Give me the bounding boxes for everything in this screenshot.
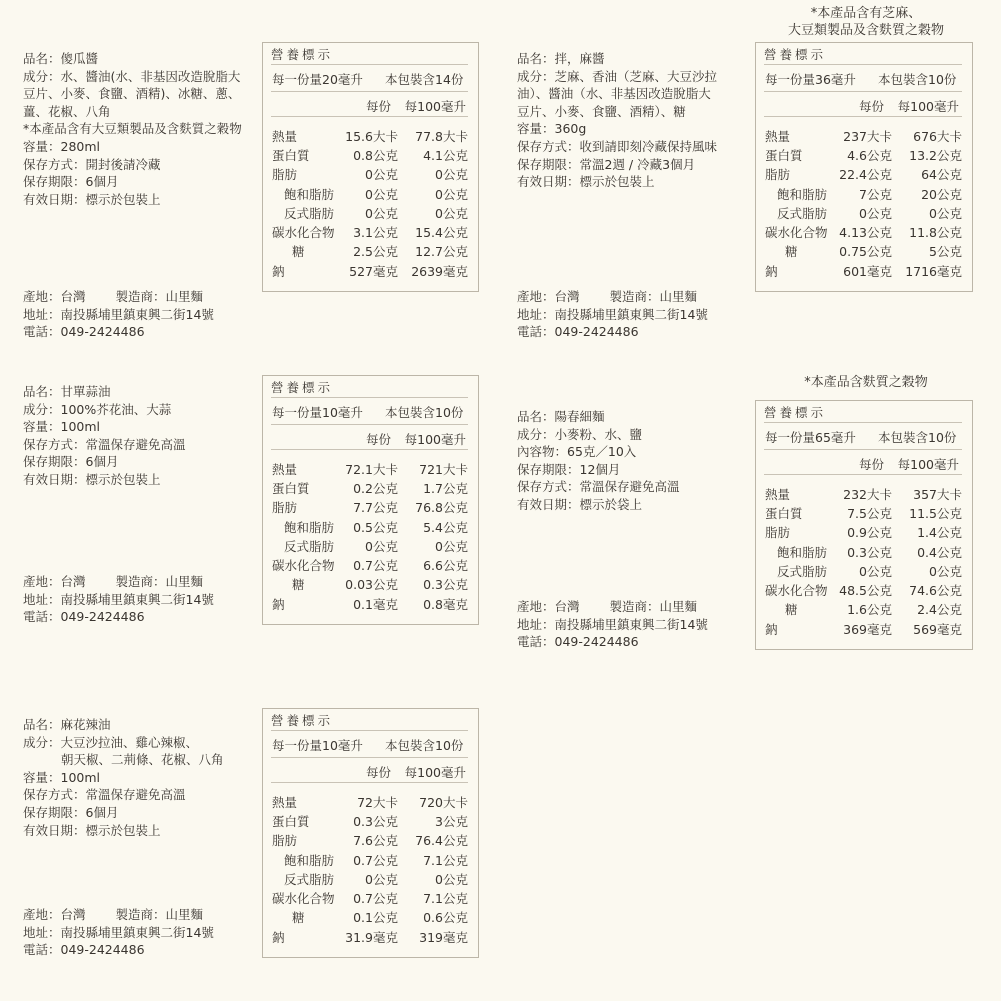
per-100-header: 每100毫升 xyxy=(897,457,959,472)
per-100-value: 6.6公克 xyxy=(423,558,468,573)
info-line: 成分：水、醬油(水、非基因改造脫脂大 xyxy=(23,68,241,84)
info-line: 品名：傻瓜醬 xyxy=(23,51,99,66)
per-100-value: 74.6公克 xyxy=(909,583,962,598)
product-info-block xyxy=(517,408,708,658)
per-100-value: 64公克 xyxy=(921,167,962,182)
per-100-value: 1716毫克 xyxy=(905,264,962,279)
nutrient-name: 反式脂肪 xyxy=(777,206,828,221)
per-serving-value: 22.4公克 xyxy=(839,167,892,182)
per-100-value: 0.3公克 xyxy=(423,577,468,592)
nutrient-name: 糖 xyxy=(785,602,798,617)
per-serving-value: 0.1公克 xyxy=(353,910,398,925)
per-serving-value: 0.9公克 xyxy=(847,525,892,540)
per-serving-header: 每份 xyxy=(858,99,884,114)
per-100-value: 0公克 xyxy=(929,564,962,579)
per-100-value: 721大卡 xyxy=(419,462,468,477)
nutrition-row xyxy=(765,523,962,542)
per-serving-value: 527毫克 xyxy=(349,264,398,279)
per-serving-value: 0公克 xyxy=(365,539,398,554)
nutrient-name: 糖 xyxy=(292,244,305,259)
allergen-note-line: 大豆類製品及含麩質之穀物 xyxy=(787,23,944,38)
per-100-value: 20公克 xyxy=(921,187,962,202)
allergen-note-line: *本產品含有芝麻、 xyxy=(810,6,922,21)
per-serving-value: 0公克 xyxy=(365,872,398,887)
divider-line xyxy=(764,64,962,65)
nutrition-row xyxy=(765,262,962,281)
nutrition-facts-box xyxy=(262,375,479,625)
serving-size: 每一份量10毫升 xyxy=(272,405,363,420)
info-line: 成分：小麥粉、水、鹽 xyxy=(517,426,643,442)
per-100-value: 3公克 xyxy=(435,814,468,829)
serving-size: 每一份量20毫升 xyxy=(272,72,363,87)
per-serving-value: 7.7公克 xyxy=(353,500,398,515)
address-text: 地址：南投縣埔里鎮東興二街14號 xyxy=(23,924,214,940)
maker-text: 製造商：山里麵 xyxy=(115,574,204,589)
servings-per-package: 本包裝含10份 xyxy=(878,72,957,87)
per-100-value: 0.8毫克 xyxy=(423,597,468,612)
per-100-value: 2639毫克 xyxy=(411,264,468,279)
per-serving-value: 601毫克 xyxy=(843,264,892,279)
nutrition-row xyxy=(765,581,962,600)
nutrition-row xyxy=(272,498,468,517)
info-line: 有效日期：標示於包裝上 xyxy=(517,174,655,190)
nutrition-row xyxy=(765,165,962,184)
per-serving-value: 1.6公克 xyxy=(847,602,892,617)
info-line: 容量：100ml xyxy=(23,419,101,435)
nutrient-name: 飽和脂肪 xyxy=(284,520,335,535)
origin-line xyxy=(23,906,214,924)
servings-per-package: 本包裝含10份 xyxy=(385,738,464,753)
per-serving-header: 每份 xyxy=(365,99,391,114)
nutrient-name: 脂肪 xyxy=(765,167,791,182)
info-line: 有效日期：標示於包裝上 xyxy=(23,191,161,207)
divider-line xyxy=(271,116,468,117)
per-serving-value: 0.03公克 xyxy=(345,577,398,592)
phone-text: 電話：049-2424486 xyxy=(23,609,145,625)
per-serving-value: 7.5公克 xyxy=(847,506,892,521)
per-serving-value: 3.1公克 xyxy=(353,225,398,240)
nutrition-title: 營養標示 xyxy=(764,405,827,420)
per-100-value: 77.8大卡 xyxy=(415,129,468,144)
nutrition-row xyxy=(272,889,468,908)
serving-size: 每一份量10毫升 xyxy=(272,738,363,753)
per-100-value: 0公克 xyxy=(435,187,468,202)
nutrition-row xyxy=(272,204,468,223)
phone-text: 電話：049-2424486 xyxy=(23,942,145,958)
info-line: *本產品含有大豆類製品及含麩質之穀物 xyxy=(23,121,242,137)
nutrition-row xyxy=(272,127,468,146)
per-100-value: 357大卡 xyxy=(913,487,962,502)
nutrition-title: 營養標示 xyxy=(271,380,334,395)
nutrition-row xyxy=(272,262,468,281)
per-serving-value: 0.5公克 xyxy=(353,520,398,535)
per-100-value: 13.2公克 xyxy=(909,148,962,163)
nutrition-row xyxy=(272,460,468,479)
nutrition-row xyxy=(272,556,468,575)
nutrition-row xyxy=(272,185,468,204)
info-line: 保存期限：6個月 xyxy=(23,804,119,820)
nutrition-title: 營養標示 xyxy=(764,47,827,62)
nutrient-name: 熱量 xyxy=(765,129,791,144)
allergen-note xyxy=(746,374,986,391)
nutrient-name: 碳水化合物 xyxy=(272,225,335,240)
per-100-value: 5公克 xyxy=(929,244,962,259)
per-serving-value: 7.6公克 xyxy=(353,833,398,848)
nutrient-name: 反式脂肪 xyxy=(777,564,828,579)
info-line: 品名：麻花辣油 xyxy=(23,717,111,732)
address-text: 地址：南投縣埔里鎮東興二街14號 xyxy=(23,591,214,607)
info-line: 保存方式：收到請即刻冷藏保持風味 xyxy=(517,138,718,154)
info-line: 容量：360g xyxy=(517,121,587,137)
divider-line xyxy=(271,91,468,92)
nutrition-row xyxy=(765,146,962,165)
info-line: 保存期限：常溫2週 / 冷藏3個月 xyxy=(517,156,696,172)
nutrient-name: 鈉 xyxy=(272,930,285,945)
info-line: 朝天椒、二荊條、花椒、八角 xyxy=(61,752,224,768)
address-text: 地址：南投縣埔里鎮東興二街14號 xyxy=(23,306,214,322)
nutrition-row xyxy=(765,620,962,639)
per-serving-value: 48.5公克 xyxy=(839,583,892,598)
per-100-value: 7.1公克 xyxy=(423,853,468,868)
info-line: 有效日期：標示於包裝上 xyxy=(23,822,161,838)
nutrition-row xyxy=(765,600,962,619)
info-line: 保存期限：6個月 xyxy=(23,174,119,190)
divider-line xyxy=(764,422,962,423)
allergen-note xyxy=(746,5,986,39)
info-line: 品名：陽春細麵 xyxy=(517,409,605,424)
divider-line xyxy=(271,730,468,731)
per-serving-value: 0公克 xyxy=(365,206,398,221)
origin-text: 產地：台灣 xyxy=(23,574,86,589)
manufacturer-block xyxy=(517,598,708,651)
nutrition-facts-box xyxy=(262,708,479,958)
product-info-block xyxy=(23,383,214,633)
nutrition-row xyxy=(272,928,468,947)
nutrition-facts-box xyxy=(262,42,479,292)
per-100-value: 676大卡 xyxy=(913,129,962,144)
info-line: 油）、醬油（水、非基因改造脫脂大 xyxy=(517,86,711,102)
product-info-block xyxy=(517,50,717,348)
per-100-value: 4.1公克 xyxy=(423,148,468,163)
divider-line xyxy=(271,64,468,65)
per-100-value: 1.4公克 xyxy=(917,525,962,540)
per-serving-value: 0.3公克 xyxy=(353,814,398,829)
per-serving-value: 0.7公克 xyxy=(353,558,398,573)
manufacturer-block xyxy=(23,288,214,341)
info-line: 品名：甘單蒜油 xyxy=(23,384,111,399)
divider-line xyxy=(271,757,468,758)
per-serving-value: 232大卡 xyxy=(843,487,892,502)
maker-text: 製造商：山里麵 xyxy=(115,289,204,304)
nutrition-title: 營養標示 xyxy=(271,47,334,62)
info-line: 容量：100ml xyxy=(23,769,101,785)
nutrition-row xyxy=(272,851,468,870)
per-serving-header: 每份 xyxy=(365,765,391,780)
per-serving-value: 4.13公克 xyxy=(839,225,892,240)
info-line: 保存期限：12個月 xyxy=(517,461,621,477)
nutrition-row xyxy=(765,543,962,562)
divider-line xyxy=(271,449,468,450)
nutrient-name: 糖 xyxy=(292,577,305,592)
nutrient-name: 鈉 xyxy=(272,264,285,279)
info-line: 保存方式：開封後請冷藏 xyxy=(23,156,161,172)
origin-text: 產地：台灣 xyxy=(23,907,86,922)
per-100-value: 1.7公克 xyxy=(423,481,468,496)
per-100-value: 720大卡 xyxy=(419,795,468,810)
divider-line xyxy=(271,782,468,783)
servings-per-package: 本包裝含14份 xyxy=(385,72,464,87)
nutrition-row xyxy=(765,562,962,581)
nutrition-row xyxy=(272,518,468,537)
per-100-value: 15.4公克 xyxy=(415,225,468,240)
servings-per-package: 本包裝含10份 xyxy=(385,405,464,420)
nutrition-row xyxy=(765,242,962,261)
per-serving-value: 237大卡 xyxy=(843,129,892,144)
info-line: 容量：280ml xyxy=(23,138,101,154)
nutrition-row xyxy=(272,908,468,927)
nutrient-name: 碳水化合物 xyxy=(272,891,335,906)
per-100-value: 76.4公克 xyxy=(415,833,468,848)
nutrient-name: 脂肪 xyxy=(765,525,791,540)
nutrition-row xyxy=(272,575,468,594)
divider-line xyxy=(764,116,962,117)
per-serving-header: 每份 xyxy=(365,432,391,447)
nutrition-row xyxy=(272,146,468,165)
divider-line xyxy=(764,449,962,450)
origin-line xyxy=(23,288,214,306)
origin-text: 產地：台灣 xyxy=(517,599,580,614)
nutrition-row xyxy=(272,812,468,831)
per-serving-value: 0.75公克 xyxy=(839,244,892,259)
info-line: 有效日期：標示於袋上 xyxy=(517,496,643,512)
phone-text: 電話：049-2424486 xyxy=(517,324,639,340)
per-100-value: 5.4公克 xyxy=(423,520,468,535)
divider-line xyxy=(764,91,962,92)
nutrition-row xyxy=(272,793,468,812)
nutrient-name: 熱量 xyxy=(272,795,298,810)
nutrition-row xyxy=(272,831,468,850)
address-text: 地址：南投縣埔里鎮東興二街14號 xyxy=(517,306,708,322)
manufacturer-block xyxy=(23,573,214,626)
origin-line xyxy=(517,288,708,306)
nutrient-name: 蛋白質 xyxy=(765,506,803,521)
per-100-value: 0.4公克 xyxy=(917,545,962,560)
info-line: 保存方式：常溫保存避免高溫 xyxy=(23,436,186,452)
per-serving-value: 4.6公克 xyxy=(847,148,892,163)
info-line: 保存方式：常溫保存避免高溫 xyxy=(517,479,680,495)
nutrient-name: 蛋白質 xyxy=(272,481,310,496)
nutrition-row xyxy=(272,537,468,556)
nutrition-row xyxy=(272,595,468,614)
nutrient-name: 蛋白質 xyxy=(765,148,803,163)
servings-per-package: 本包裝含10份 xyxy=(878,430,957,445)
info-line: 成分：芝麻、香油（芝麻、大豆沙拉 xyxy=(517,68,718,84)
nutrition-row xyxy=(272,242,468,261)
nutrient-name: 脂肪 xyxy=(272,500,298,515)
nutrient-name: 碳水化合物 xyxy=(765,225,828,240)
nutrient-name: 脂肪 xyxy=(272,833,298,848)
nutrient-name: 熱量 xyxy=(272,129,298,144)
nutrient-name: 反式脂肪 xyxy=(284,872,335,887)
product-info-block xyxy=(23,50,242,348)
maker-text: 製造商：山里麵 xyxy=(609,289,698,304)
per-serving-value: 0.7公克 xyxy=(353,891,398,906)
divider-line xyxy=(271,424,468,425)
nutrition-row xyxy=(272,870,468,889)
maker-text: 製造商：山里麵 xyxy=(609,599,698,614)
nutrition-title: 營養標示 xyxy=(271,713,334,728)
nutrient-name: 熱量 xyxy=(765,487,791,502)
serving-size: 每一份量65毫升 xyxy=(765,430,856,445)
per-100-value: 0公克 xyxy=(929,206,962,221)
nutrition-facts-box xyxy=(755,400,973,650)
per-serving-value: 0公克 xyxy=(365,167,398,182)
nutrition-row xyxy=(765,504,962,523)
product-info-block xyxy=(23,716,224,966)
nutrient-name: 鈉 xyxy=(765,622,778,637)
per-serving-value: 369毫克 xyxy=(843,622,892,637)
nutrition-row xyxy=(765,185,962,204)
info-line: 成分：大豆沙拉油、雞心辣椒、 xyxy=(23,734,199,750)
nutrition-row xyxy=(272,223,468,242)
serving-size: 每一份量36毫升 xyxy=(765,72,856,87)
info-line: 品名：拌，麻醬 xyxy=(517,51,605,66)
per-serving-value: 2.5公克 xyxy=(353,244,398,259)
nutrition-row xyxy=(272,479,468,498)
per-serving-value: 0公克 xyxy=(859,564,892,579)
nutrient-name: 飽和脂肪 xyxy=(284,853,335,868)
info-line: 豆片、小麥、食鹽、酒精）、糖 xyxy=(517,103,686,119)
info-line: 內容物：65克／10入 xyxy=(517,444,637,460)
per-100-value: 11.8公克 xyxy=(909,225,962,240)
nutrition-facts-box xyxy=(755,42,973,292)
phone-text: 電話：049-2424486 xyxy=(23,324,145,340)
nutrient-name: 飽和脂肪 xyxy=(777,545,828,560)
info-line: 豆片、小麥、食鹽、酒精)、冰糖、蔥、 xyxy=(23,86,241,102)
per-serving-value: 0.1毫克 xyxy=(353,597,398,612)
nutrient-name: 糖 xyxy=(292,910,305,925)
info-line: 成分：100%芥花油、大蒜 xyxy=(23,401,172,417)
origin-line xyxy=(517,598,708,616)
per-100-value: 0.6公克 xyxy=(423,910,468,925)
per-serving-value: 0公克 xyxy=(859,206,892,221)
address-text: 地址：南投縣埔里鎮東興二街14號 xyxy=(517,616,708,632)
nutrient-name: 糖 xyxy=(785,244,798,259)
per-100-value: 12.7公克 xyxy=(415,244,468,259)
per-serving-value: 0公克 xyxy=(365,187,398,202)
per-100-value: 0公克 xyxy=(435,206,468,221)
per-serving-value: 7公克 xyxy=(859,187,892,202)
per-100-value: 76.8公克 xyxy=(415,500,468,515)
nutrient-name: 蛋白質 xyxy=(272,814,310,829)
per-100-value: 319毫克 xyxy=(419,930,468,945)
info-line: 有效日期：標示於包裝上 xyxy=(23,471,161,487)
per-100-header: 每100毫升 xyxy=(404,99,466,114)
per-100-header: 每100毫升 xyxy=(404,432,466,447)
origin-text: 產地：台灣 xyxy=(23,289,86,304)
nutrient-name: 熱量 xyxy=(272,462,298,477)
nutrient-name: 碳水化合物 xyxy=(272,558,335,573)
per-100-value: 0公克 xyxy=(435,872,468,887)
per-serving-value: 72.1大卡 xyxy=(345,462,398,477)
per-100-header: 每100毫升 xyxy=(404,765,466,780)
info-line: 薑、花椒、八角 xyxy=(23,103,111,119)
nutrient-name: 蛋白質 xyxy=(272,148,310,163)
per-serving-value: 0.3公克 xyxy=(847,545,892,560)
per-serving-value: 15.6大卡 xyxy=(345,129,398,144)
per-serving-header: 每份 xyxy=(858,457,884,472)
nutrition-row xyxy=(765,223,962,242)
nutrient-name: 碳水化合物 xyxy=(765,583,828,598)
per-serving-value: 0.2公克 xyxy=(353,481,398,496)
divider-line xyxy=(271,397,468,398)
info-line: 保存方式：常溫保存避免高溫 xyxy=(23,787,186,803)
nutrient-name: 鈉 xyxy=(765,264,778,279)
per-serving-value: 0.7公克 xyxy=(353,853,398,868)
nutrient-name: 反式脂肪 xyxy=(284,206,335,221)
nutrient-name: 飽和脂肪 xyxy=(284,187,335,202)
manufacturer-block xyxy=(23,906,214,959)
per-100-value: 11.5公克 xyxy=(909,506,962,521)
per-100-value: 7.1公克 xyxy=(423,891,468,906)
info-line: 保存期限：6個月 xyxy=(23,454,119,470)
origin-line xyxy=(23,573,214,591)
allergen-note-line: *本產品含麩質之穀物 xyxy=(804,375,928,390)
per-100-header: 每100毫升 xyxy=(897,99,959,114)
per-100-value: 2.4公克 xyxy=(917,602,962,617)
manufacturer-block xyxy=(517,288,708,341)
nutrition-row xyxy=(272,165,468,184)
origin-text: 產地：台灣 xyxy=(517,289,580,304)
maker-text: 製造商：山里麵 xyxy=(115,907,204,922)
nutrient-name: 反式脂肪 xyxy=(284,539,335,554)
per-100-value: 0公克 xyxy=(435,539,468,554)
nutrient-name: 脂肪 xyxy=(272,167,298,182)
per-serving-value: 72大卡 xyxy=(357,795,398,810)
per-100-value: 0公克 xyxy=(435,167,468,182)
per-serving-value: 31.9毫克 xyxy=(345,930,398,945)
per-serving-value: 0.8公克 xyxy=(353,148,398,163)
nutrient-name: 鈉 xyxy=(272,597,285,612)
phone-text: 電話：049-2424486 xyxy=(517,634,639,650)
divider-line xyxy=(764,474,962,475)
nutrition-row xyxy=(765,127,962,146)
nutrition-row xyxy=(765,485,962,504)
nutrition-row xyxy=(765,204,962,223)
nutrient-name: 飽和脂肪 xyxy=(777,187,828,202)
per-100-value: 569毫克 xyxy=(913,622,962,637)
